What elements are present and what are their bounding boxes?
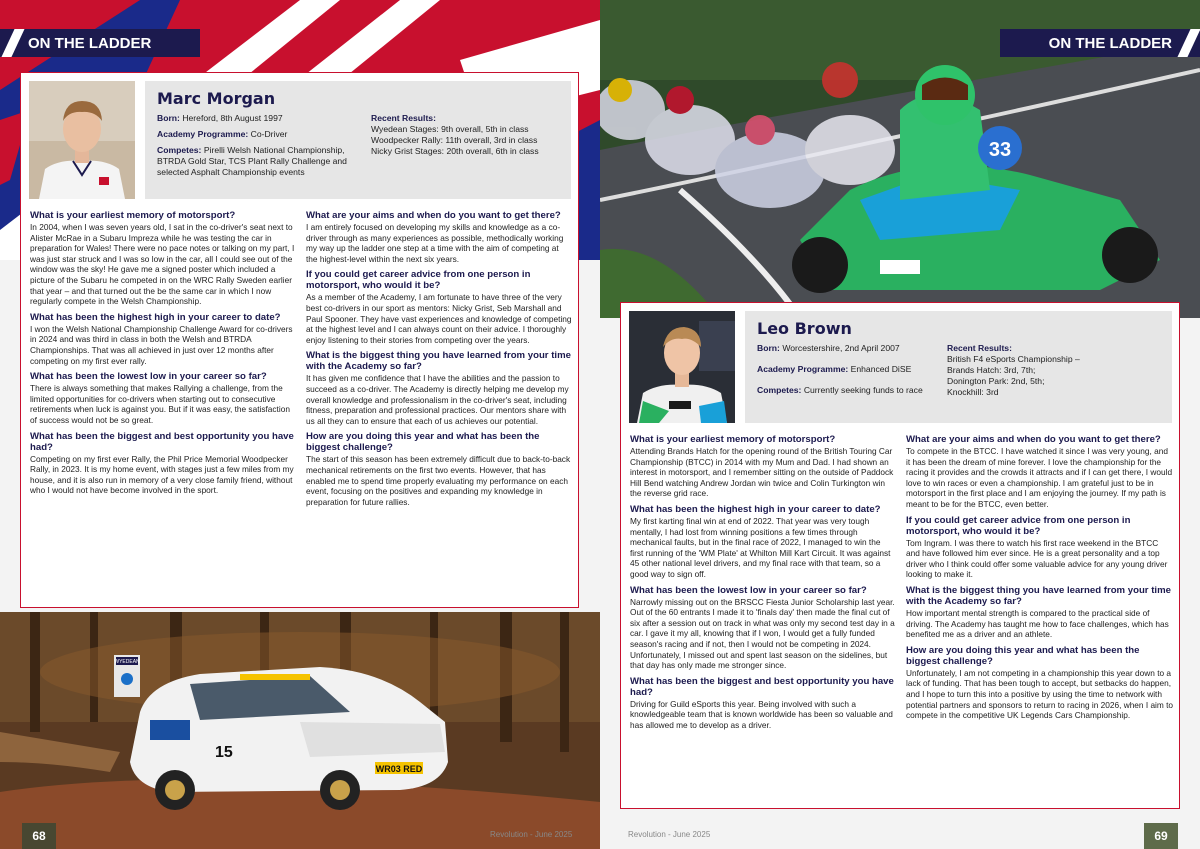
qa-column-2	[306, 210, 572, 507]
academy-value: Enhanced DiSE	[850, 364, 912, 374]
academy-label: Academy Programme:	[757, 364, 849, 374]
headshot-marc	[29, 81, 135, 199]
question: What has been the highest high in your career to date?	[630, 503, 881, 515]
answer: I am entirely focused on developing my skills and knowledge as a co-driver through as many experiences as possible, methodically working my way up the ladder one step at a time with the aim of competing at the highest-level within the next six years.	[306, 222, 564, 264]
car-number: 15	[215, 744, 233, 761]
answer: It has given me confidence that I have the abilities and the passion to succeed as a co-driver. The Academy is directly helping me develop my overall knowledge and professionalism in the co-driver's seat, including fitness, preparation and professional practices. Our mentors share with us all they can to ensure that each of us achieves our potential.	[306, 373, 569, 426]
answer: Attending Brands Hatch for the opening round of the British Touring Car Championship (BTCC) in 2014 with my Mum and Dad. I had shown an interest in motorsport, and I remember sitting on the outside of Paddock Hill Bend watching Andrew Jordan win twice and Colin Turkington win the reverse grid race.	[630, 446, 894, 499]
qa-column-1	[30, 210, 296, 496]
result-item: Nicky Grist Stages: 20th overall, 6th in class	[371, 146, 539, 156]
answer: Tom Ingram. I was there to watch his first race weekend in the BTCC and have followed him ever since. He is a great personality and a top driver who I think could offer some valuable advice for any young driver looking to make it.	[906, 537, 1168, 580]
profile-info-panel	[145, 81, 571, 199]
section-tag	[0, 29, 200, 57]
profile-info-panel	[745, 311, 1172, 423]
born-value: Hereford, 8th August 1997	[182, 113, 283, 123]
answer: To compete in the BTCC. I have watched it since I was very young, and it has been the dream of mine forever. I love the championship for the racing it provides and the crowds it attracts and if I can get there, I would love to win races or even a championship. I am grateful just to be in motorsport in the first place and I am enjoying the journey. If my path is meant to be for the BTCC, even better.	[906, 446, 1173, 509]
question: What has been the highest high in your career to date?	[30, 311, 281, 323]
headshot-leo	[629, 311, 735, 423]
result-item: Knockhill: 3rd	[947, 387, 999, 397]
answer: Driving for Guild eSports this year. Being involved with such a knowledgeable team that is known worldwide has been so valuable and has allowed me to develop as a driver.	[630, 698, 893, 730]
competes-value: Currently seeking funds to race	[803, 385, 923, 395]
result-item: Wyedean Stages: 9th overall, 5th in class	[371, 124, 529, 134]
born-label: Born:	[757, 343, 780, 353]
question: What has been the lowest low in your career so far?	[630, 584, 867, 596]
stage-sign-text: WYEDEAN	[114, 659, 140, 665]
answer: Competing on my first ever Rally, the Phil Price Memorial Woodpecker Rally, in 2023. It is my home event, with stages just a few miles from my house, and it is also run in memory of a very close family friend, without who I would not have become involved in the sport.	[30, 453, 294, 496]
results-label: Recent Results:	[947, 343, 1012, 353]
profile-details	[157, 113, 357, 183]
qa-column-1	[630, 434, 896, 730]
profile-details	[757, 343, 957, 401]
tag-stripe	[1177, 29, 1200, 57]
born-value: Worcestershire, 2nd April 2007	[782, 343, 900, 353]
results-label: Recent Results:	[371, 113, 436, 123]
competes-value: Pirelli Welsh National Championship, BTRDA Gold Star, TCS Plant Rally Challenge and selected Asphalt Championship events	[157, 145, 347, 177]
profile-name: Marc Morgan	[157, 89, 276, 108]
answer: There is always something that makes Rallying a challenge, from the limited opportunities for co-drivers when starting out to consecutive retirements when luck is against you. But if it was easy, the satisfaction of success would not be so great.	[30, 383, 290, 425]
answer: My first karting final win at end of 2022. That year was very tough mentally, I had lost from winning positions a few times through mechanical faults, but in the final race of 2022, I managed to win the first running of the 'WM Plate' at Whilton Mill Kart Circuit. It was against 45 other national level drivers, and my final race with that team, so a good way to sign off.	[630, 515, 891, 579]
tag-stripe	[1, 29, 24, 57]
answer: The start of this season has been extremely difficult due to back-to-back mechanical retirements on the first two events. However, that has enabled me to spend time properly evaluating my performance on each event, focusing on the positives and expanding my knowledge in preparation for future rallies.	[306, 454, 571, 507]
result-item: Woodpecker Rally: 11th overall, 3rd in class	[371, 135, 538, 145]
question: What is the biggest thing you have learned from your time with the Academy so far?	[306, 350, 571, 373]
academy-value: Co-Driver	[250, 129, 288, 139]
question: If you could get career advice from one person in motorsport, who would it be?	[906, 514, 1131, 537]
portrait-image	[629, 311, 735, 423]
section-tag	[1000, 29, 1200, 57]
question: What has been the biggest and best opportunity you have had?	[30, 430, 294, 453]
question: What has been the lowest low in your career so far?	[30, 371, 267, 383]
question: How are you doing this year and what has been the biggest challenge?	[906, 644, 1140, 667]
answer: Narrowly missing out on the BRSCC Fiesta Junior Scholarship last year. Out of the 60 entrants I made it to 'finals day' then made the final cut of six after a session out on track in what was only my second test day in a car. I gave it my all, knowing that if I won, I would get a fully funded season's racing and if not, then I would not be competing in 2024. Unfortunately, I missed out and spent last season on the sidelines, but that day has only made me stronger since.	[630, 596, 895, 671]
result-item: Brands Hatch: 3rd, 7th;	[947, 365, 1036, 375]
question: If you could get career advice from one person in motorsport, who would it be?	[306, 269, 531, 292]
answer: I won the Welsh National Championship Challenge Award for co-drivers in 2024 and was third in class in both the Welsh and BTRDA Championships. That was all achieved in just over 12 months after competing on my first ever rally.	[30, 323, 293, 366]
academy-label: Academy Programme:	[157, 129, 249, 139]
answer: How important mental strength is compared to the practical side of driving. The Academy has taught me how to face challenges, which has benefited me as a driver and an athlete.	[906, 607, 1169, 640]
recent-results	[947, 343, 1157, 398]
born-label: Born:	[157, 113, 180, 123]
right-page	[600, 0, 1200, 849]
portrait-image	[29, 81, 135, 199]
question: What has been the biggest and best opportunity you have had?	[630, 675, 894, 698]
question: How are you doing this year and what has been the biggest challenge?	[306, 431, 540, 454]
question: What is your earliest memory of motorsport?	[30, 210, 236, 221]
page-footer: Revolution - June 2025	[628, 830, 711, 839]
profile-name: Leo Brown	[757, 319, 852, 338]
recent-results	[371, 113, 566, 157]
page-number: 68	[22, 823, 56, 849]
page-footer: Revolution - June 2025	[490, 830, 573, 839]
number-plate: WR03 RED	[375, 764, 423, 774]
question: What is your earliest memory of motorsport?	[630, 434, 836, 445]
competes-label: Competes:	[757, 385, 802, 395]
profile-card-marc	[20, 72, 579, 608]
question: What are your aims and when do you want to get there?	[906, 434, 1161, 445]
page-number: 69	[1144, 823, 1178, 849]
answer: Unfortunately, I am not competing in a championship this year down to a lack of funding. That has been tough to accept, but setbacks do happen, and I hope to turn this into a positive by using the time to network with potential partners and sponsors to return to racing in 2026, when I aim to compete in the competitive UK Legends Cars Championship.	[906, 667, 1174, 721]
qa-column-2	[906, 434, 1174, 721]
result-item: British F4 eSports Championship –	[947, 354, 1080, 364]
rally-car-photo	[0, 612, 600, 849]
section-tag-label: ON THE LADDER	[28, 34, 152, 52]
answer: As a member of the Academy, I am fortunate to have three of the very best co-drivers in our sport as mentors: Nicky Grist, Seb Marshall and Paul Spooner. They have vast experiences and knowledge of competing at the highest level and I can always count on their advice. I thoroughly enjoy listening to their stories from competing over the years.	[306, 292, 572, 345]
result-item: Donington Park: 2nd, 5th;	[947, 376, 1045, 386]
answer: In 2004, when I was seven years old, I sat in the co-driver's seat next to Alister McRae in a Subaru Impreza while he was testing the car in preparation for Wales! There were no pace notes or talking on my part, I was just star struck and I was so low in the car, all I could see out of the window was the sky! He gave me a signed poster which included a picture of the Subaru he competed in on the WRC Rally Sweden earlier that year – and that turned out the be the same car in which I now regularly compete in the Welsh Championship.	[30, 222, 295, 307]
question: What are your aims and when do you want to get there?	[306, 210, 561, 221]
question: What is the biggest thing you have learned from your time with the Academy so far?	[906, 584, 1171, 607]
kart-number: 33	[988, 139, 1012, 161]
profile-card-leo	[620, 302, 1180, 809]
competes-label: Competes:	[157, 145, 202, 155]
section-tag-label: ON THE LADDER	[1048, 34, 1172, 52]
